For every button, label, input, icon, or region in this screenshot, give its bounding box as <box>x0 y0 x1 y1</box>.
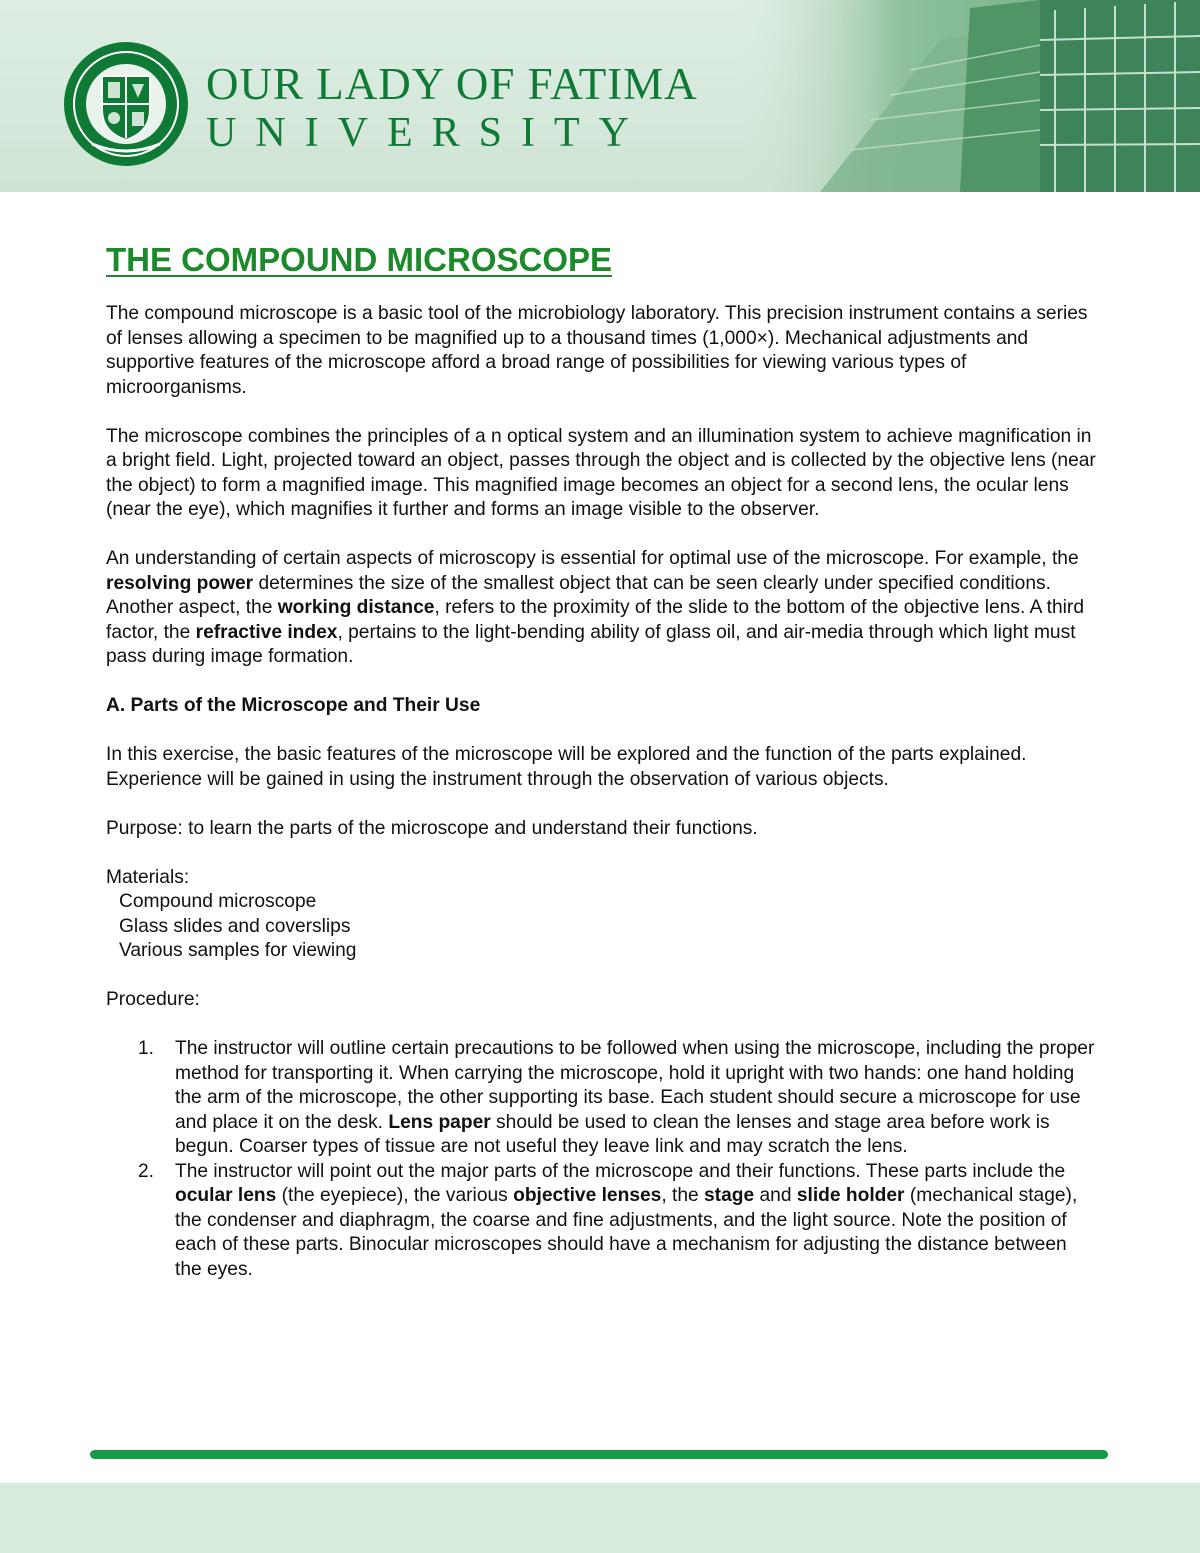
term-working-distance: working distance <box>277 597 435 618</box>
list-item: Glass slides and coverslips <box>119 915 351 937</box>
document-title: THE COMPOUND MICROSCOPE <box>106 241 613 278</box>
procedure-list <box>106 1037 1096 1282</box>
intro-paragraph-1: The compound microscope is a basic tool of the microbiology laboratory. This precision instrument contains a series of lenses allowing a specimen to be magnified up to a thousand times (1,000×). Mechanical adjustments and supportive features of the microscope afford a broad range of possibilities for viewing various types of microorganisms. <box>106 303 1088 398</box>
term-objective-lenses: objective lenses <box>513 1185 662 1206</box>
document-body <box>106 240 1096 1282</box>
term-resolving-power: resolving power <box>106 572 254 594</box>
university-name-line2: UNIVERSITY <box>206 110 648 156</box>
term-lens-paper: Lens paper <box>388 1111 491 1133</box>
term-refractive-index: refractive index <box>195 621 338 643</box>
list-item: Compound microscope <box>119 891 317 912</box>
letterhead <box>0 0 1200 192</box>
footer-band <box>0 1483 1200 1553</box>
step-number: 1. <box>138 1038 155 1059</box>
step-number: 2. <box>138 1160 155 1182</box>
materials-list <box>106 890 1096 964</box>
intro-paragraph-2: The microscope combines the principles of a n optical system and an illumination system to achieve magnification in a bright field. Light, projected toward an object, passes through the object and is collected by the objective lens (near the object) to form a magnified image. This magnified image becomes an object for a second lens, the ocular lens (near the eye), which magnifies it further and forms an image visible to the observer. <box>106 425 1096 520</box>
procedure-label: Procedure: <box>106 989 200 1010</box>
procedure-step-1: 1. The instructor will outline certain precautions to be followed when using the microscope, including the proper method for transporting it. When carrying the microscope, hold it upright with two hands: one hand holding the arm of the microscope, the other supporting its base. Each student should secure a microscope for use and place it on the desk. Lens paper should be used to clean the lenses and stage area before work is begun. Coarser types of tissue are not useful they leave link and may scratch the lens. <box>138 1038 1095 1157</box>
list-item: Various samples for viewing <box>119 940 357 961</box>
purpose-statement: Purpose: to learn the parts of the microscope and understand their functions. <box>106 817 758 839</box>
aspects-paragraph: An understanding of certain aspects of microscopy is essential for optimal use of the microscope. For example, the resolving power determines the size of the smallest object that can be seen clearly under specified conditions. Another aspect, the working distance, refers to the proximity of the slide to the bottom of the objective lens. A third factor, the refractive index, pertains to the light-bending ability of glass oil, and air-media through which light must pass during image formation. <box>106 548 1084 667</box>
section-heading: A. Parts of the Microscope and Their Use <box>106 695 481 716</box>
university-seal-icon <box>62 40 190 168</box>
term-slide-holder: slide holder <box>796 1185 905 1206</box>
term-ocular-lens: ocular lens <box>175 1185 277 1206</box>
campus-building-icon <box>740 0 1200 192</box>
university-name-line1: OUR LADY OF FATIMA <box>206 59 698 109</box>
section-intro: In this exercise, the basic features of the microscope will be explored and the function of the parts explained. Experience will be gained in using the instrument through the observation of various objects. <box>106 744 1027 790</box>
term-stage: stage <box>704 1185 755 1206</box>
footer-divider <box>90 1450 1108 1459</box>
materials-label: Materials: <box>106 866 190 888</box>
procedure-step-2: 2. The instructor will point out the major parts of the microscope and their functions. These parts include the ocular lens (the eyepiece), the various objective lenses, the stage and slide holder (mechanical stage), the condenser and diaphragm, the coarse and fine adjustments, and the light source. Note the position of each of these parts. Binocular microscopes should have a mechanism for adjusting the distance between the eyes. <box>138 1160 1078 1280</box>
